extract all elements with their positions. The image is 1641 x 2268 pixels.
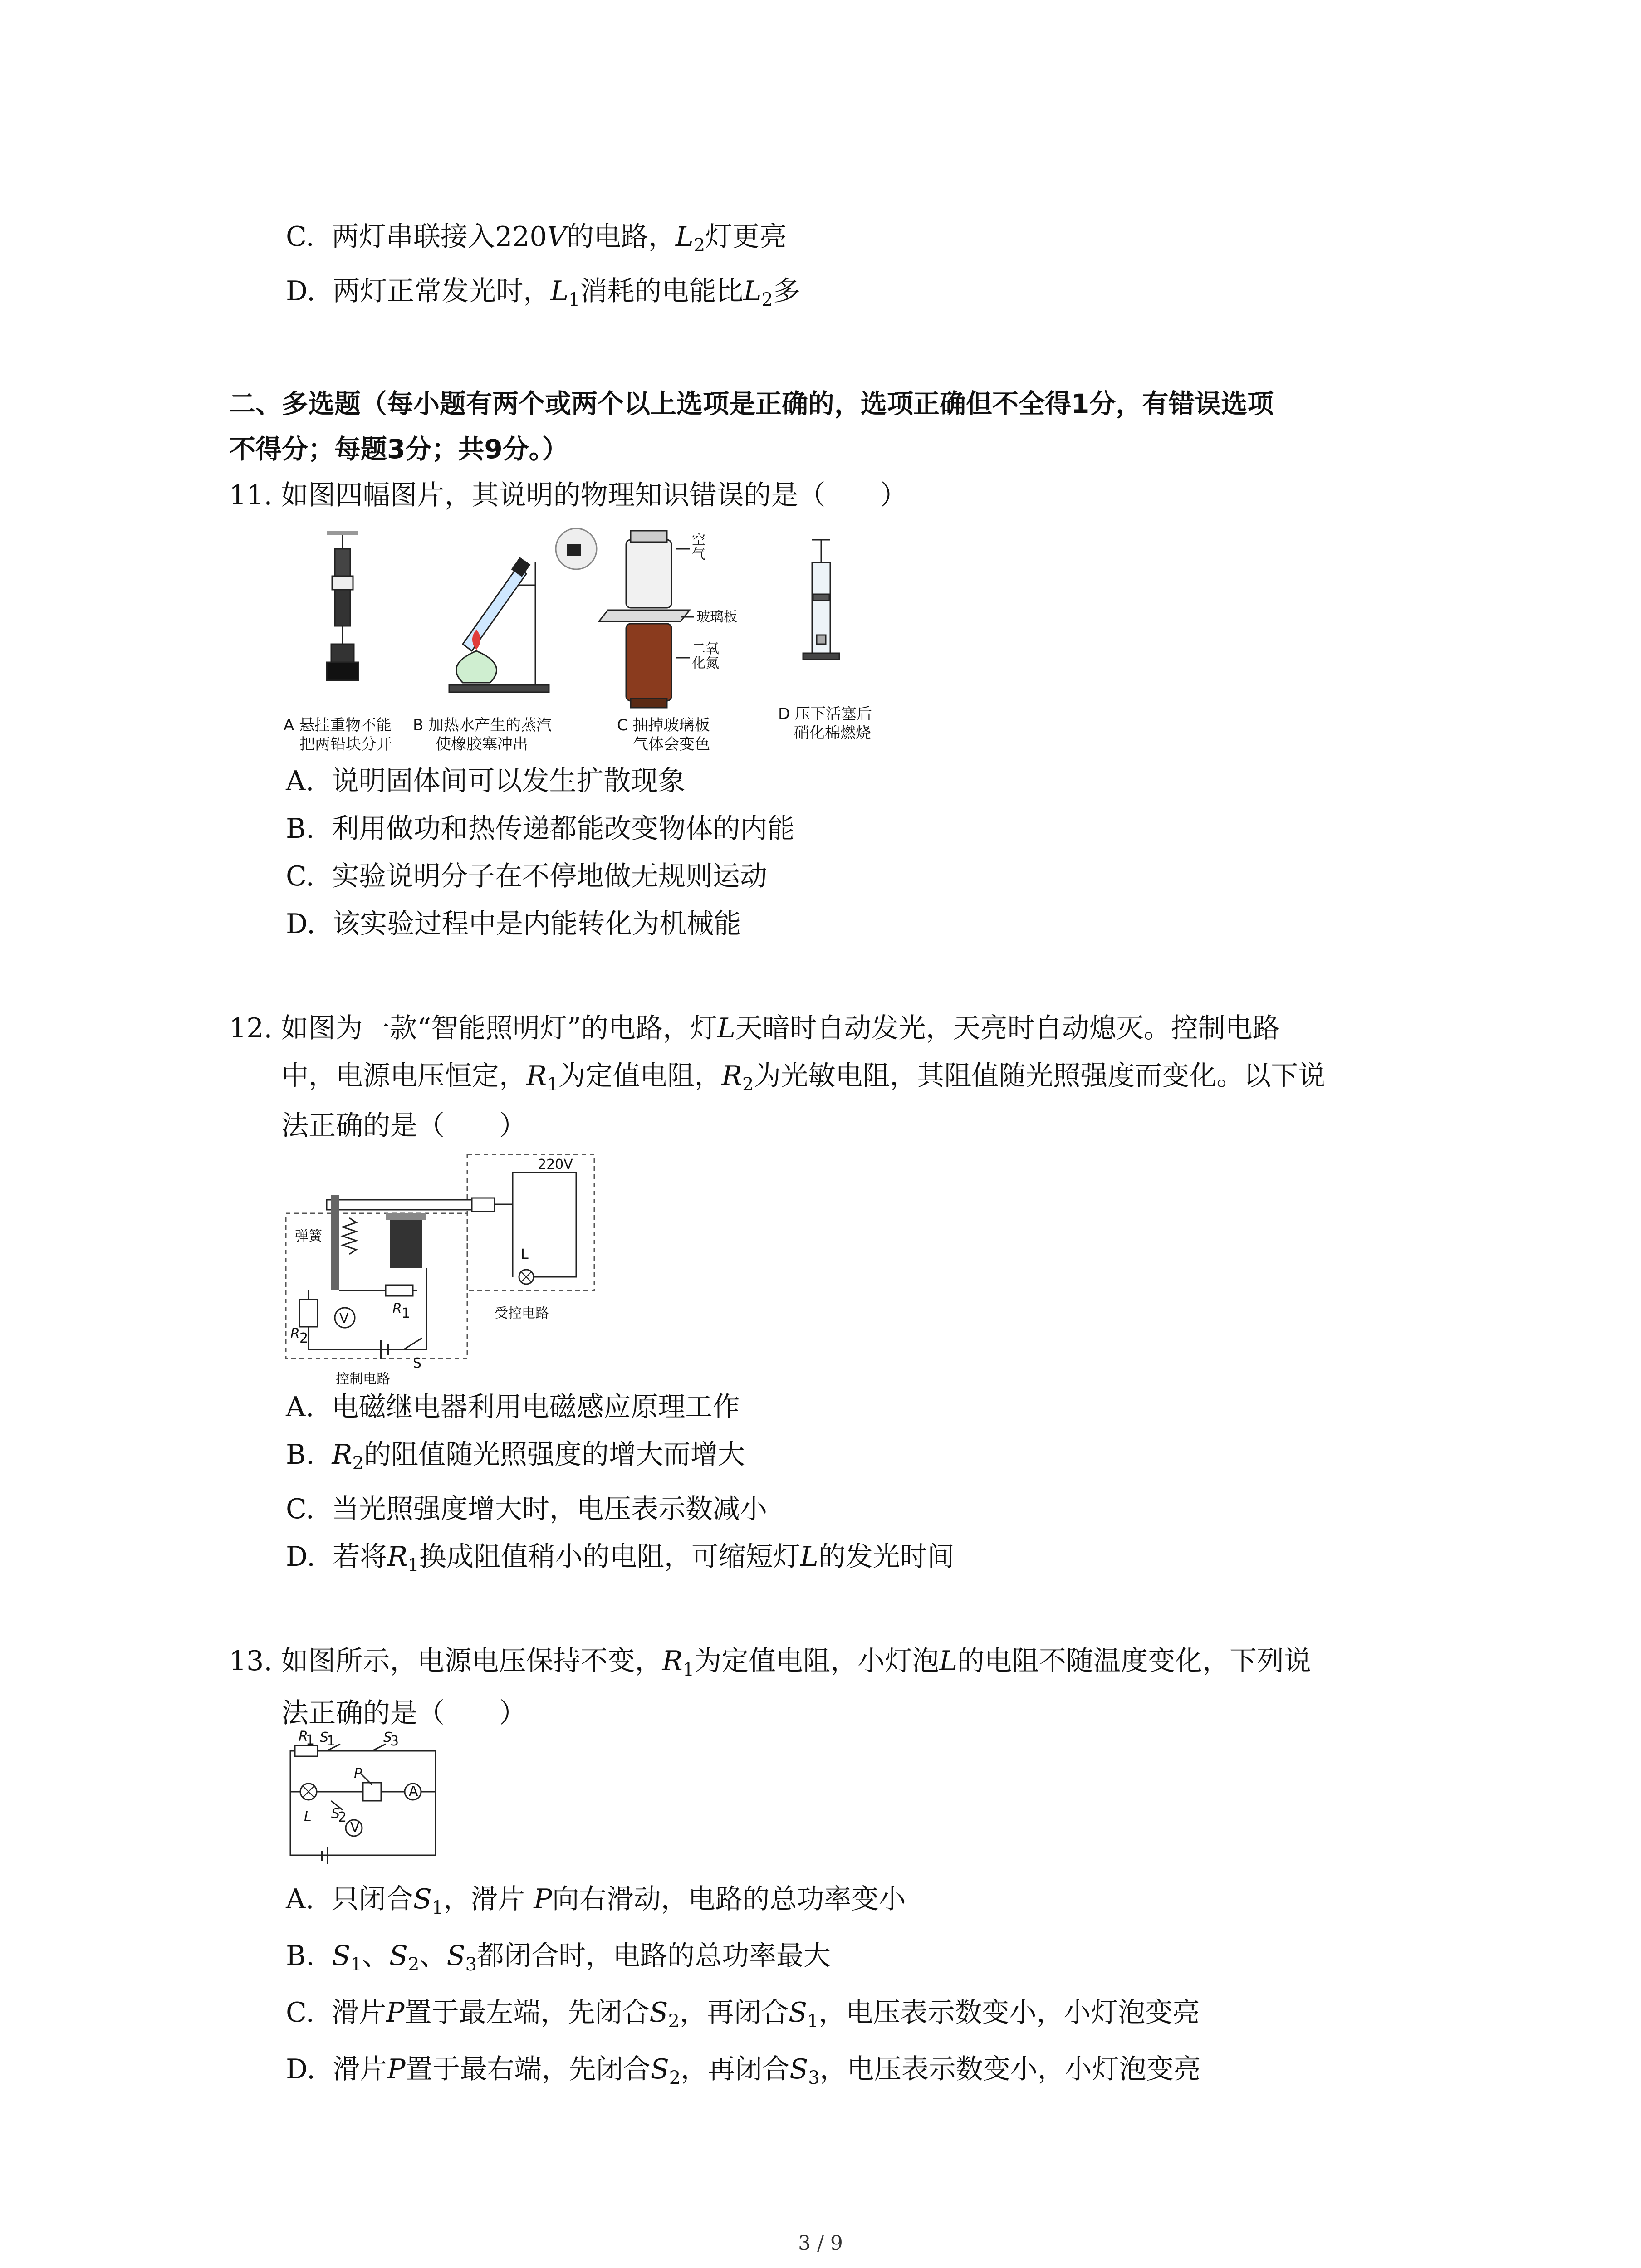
svg-text:空: 空 <box>692 532 705 548</box>
q10-option-c: C. 两灯串联接入220V的电路，$L_2$灯更亮 <box>286 221 787 256</box>
q11-option-b: B. 利用做功和热传递都能改变物体的内能 <box>286 813 795 845</box>
svg-text:A 悬挂重物不能: A 悬挂重物不能 <box>284 716 392 734</box>
section-heading-line1: 二、多选题（每小题有两个或两个以上选项是正确的，选项正确但不全得1分，有错误选项 <box>229 388 1274 419</box>
q11-figure-c <box>599 531 694 708</box>
svg-text:V: V <box>339 1311 349 1327</box>
q12-option-d: D. 若将$R_1$换成阻值稍小的电阻，可缩短灯L的发光时间 <box>286 1541 955 1576</box>
svg-text:硝化棉燃烧: 硝化棉燃烧 <box>794 724 871 742</box>
section-heading-line2: 不得分；每题3分；共9分。） <box>229 434 568 464</box>
q13-option-c: C. 滑片P置于最左端，先闭合$S_2$，再闭合$S_1$，电压表示数变小，小灯泡变亮 <box>286 1997 1200 2032</box>
q11-figure-d <box>803 540 839 660</box>
q11-stem: 11. 如图四幅图片，其说明的物理知识错误的是（ ） <box>229 479 907 511</box>
svg-text:D 压下活塞后: D 压下活塞后 <box>778 705 872 723</box>
svg-text:受控电路: 受控电路 <box>495 1305 549 1321</box>
q11-figure <box>281 531 898 767</box>
svg-text:玻璃板: 玻璃板 <box>696 609 737 625</box>
svg-text:化氮: 化氮 <box>692 655 719 671</box>
svg-text:P: P <box>354 1766 362 1782</box>
svg-text:使橡胶塞冲出: 使橡胶塞冲出 <box>436 735 528 753</box>
q12-option-a: A. 电磁继电器利用电磁感应原理工作 <box>286 1391 740 1423</box>
q13-option-a: A. 只闭合$S_1$，滑片 P向右滑动，电路的总功率变小 <box>286 1883 906 1918</box>
svg-text:1: 1 <box>306 1732 315 1748</box>
svg-text:S: S <box>331 1806 340 1822</box>
q11-figure-a <box>327 531 358 680</box>
q12-stem-line1: 12. 如图为一款“智能照明灯”的电路，灯L天暗时自动发光，天亮时自动熄灭。控制电路 <box>229 1012 1280 1044</box>
svg-text:气体会变色: 气体会变色 <box>633 735 710 753</box>
svg-text:R: R <box>290 1326 300 1342</box>
svg-text:把两铅块分开: 把两铅块分开 <box>299 735 392 753</box>
svg-text:A: A <box>409 1784 418 1799</box>
svg-text:220V: 220V <box>538 1157 573 1173</box>
page-number: 3 / 9 <box>798 2232 843 2255</box>
q11-figure-b <box>449 528 597 692</box>
q13-figure <box>281 1729 445 1869</box>
q12-stem-line3: 法正确的是（ ） <box>281 1110 526 1142</box>
svg-text:1: 1 <box>402 1305 411 1321</box>
svg-text:L: L <box>304 1809 312 1825</box>
svg-text:V: V <box>350 1820 360 1836</box>
q13-option-d: D. 滑片P置于最右端，先闭合$S_2$，再闭合$S_3$，电压表示数变小，小灯泡变亮 <box>286 2053 1201 2088</box>
q11-option-c: C. 实验说明分子在不停地做无规则运动 <box>286 860 767 892</box>
q12-figure <box>281 1154 608 1390</box>
q13-option-b: B. $S_1$、$S_2$、$S_3$都闭合时，电路的总功率最大 <box>286 1940 831 1975</box>
svg-text:2: 2 <box>299 1330 309 1346</box>
svg-text:弹簧: 弹簧 <box>295 1228 322 1244</box>
svg-text:1: 1 <box>327 1733 336 1749</box>
svg-text:S: S <box>383 1730 392 1745</box>
svg-text:S: S <box>320 1730 329 1745</box>
q11-option-d: D. 该实验过程中是内能转化为机械能 <box>286 908 741 940</box>
svg-text:气: 气 <box>692 547 705 562</box>
q11-option-a: A. 说明固体间可以发生扩散现象 <box>286 765 686 797</box>
q12-option-b: B. $R_2$的阻值随光照强度的增大而增大 <box>286 1439 745 1474</box>
svg-text:L: L <box>521 1246 529 1262</box>
svg-text:二氧: 二氧 <box>692 641 719 657</box>
svg-text:3: 3 <box>390 1733 399 1749</box>
svg-text:R: R <box>392 1301 402 1317</box>
q13-stem-line2: 法正确的是（ ） <box>281 1697 526 1729</box>
q13-stem-line1: 13. 如图所示，电源电压保持不变，$R_1$为定值电阻，小灯泡L的电阻不随温度变化，下列说 <box>229 1645 1311 1680</box>
svg-text:S: S <box>413 1355 422 1371</box>
svg-text:2: 2 <box>338 1809 347 1825</box>
q12-option-c: C. 当光照强度增大时，电压表示数减小 <box>286 1493 767 1525</box>
svg-text:控制电路: 控制电路 <box>336 1371 390 1387</box>
q10-option-d: D. 两灯正常发光时，$L_1$消耗的电能比$L_2$多 <box>286 275 800 310</box>
svg-text:B 加热水产生的蒸汽: B 加热水产生的蒸汽 <box>413 716 552 734</box>
svg-text:R: R <box>299 1729 308 1745</box>
svg-text:C 抽掉玻璃板: C 抽掉玻璃板 <box>617 716 710 734</box>
q12-stem-line2: 中，电源电压恒定，$R_1$为定值电阻，$R_2$为光敏电阻，其阻值随光照强度而变化。以下说 <box>281 1060 1326 1095</box>
